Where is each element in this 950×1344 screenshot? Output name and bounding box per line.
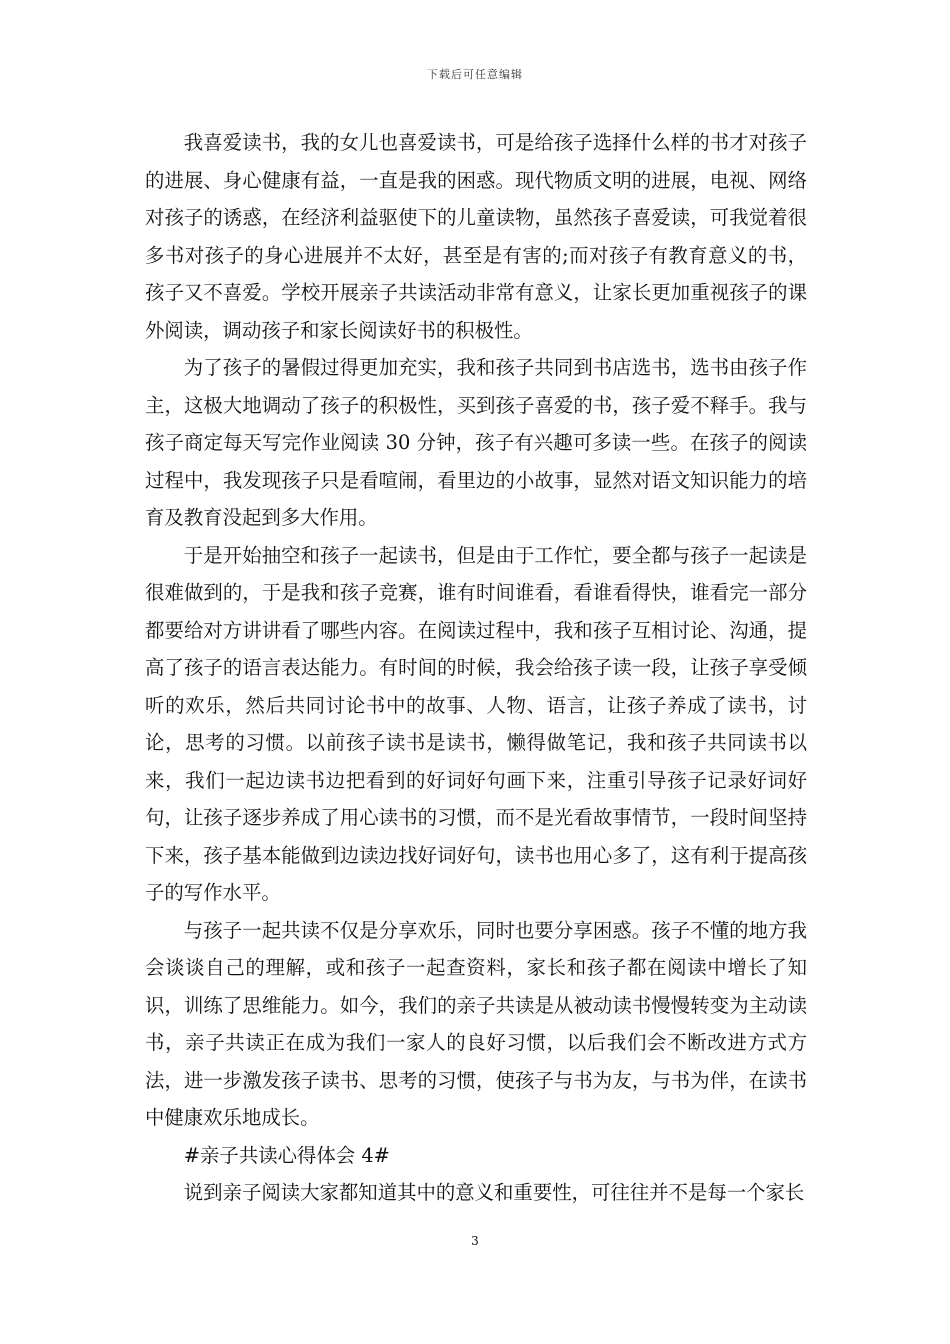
section-heading: #亲子共读心得体会 4# (183, 1143, 390, 1167)
document-body (145, 124, 807, 1212)
paragraph-3: 于是开始抽空和孩子一起读书，但是由于工作忙，要全都与孩子一起读是很难做到的，于是我和孩子竞赛，谁有时间谁看，看谁看得快，谁看完一部分都要给对方讲讲看了哪些内容。在阅读过程中，我和孩子互相讨论、沟通，提高了孩子的语言表达能力。有时间的时候，我会给孩子读一段，让孩子享受倾听的欢乐，然后共同讨论书中的故事、人物、语言，让孩子养成了读书，讨论，思考的习惯。以前孩子读书是读书，懒得做笔记，我和孩子共同读书以来，我们一起边读书边把看到的好词好句画下来，注重引导孩子记录好词好句，让孩子逐步养成了用心读书的习惯，而不是光看故事情节，一段时间坚持下来，孩子基本能做到边读边找好词好句，读书也用心多了，这有利于提高孩子的写作水平。 (145, 543, 807, 904)
page-number: 3 (471, 1234, 479, 1248)
paragraph-1: 我喜爱读书，我的女儿也喜爱读书，可是给孩子选择什么样的书才对孩子的进展、身心健康有益，一直是我的困惑。现代物质文明的进展，电视、网络对孩子的诱惑，在经济利益驱使下的儿童读物，虽然孩子喜爱读，可我觉着很多书对孩子的身心进展并不太好，甚至是有害的;而对孩子有教育意义的书，孩子又不喜爱。学校开展亲子共读活动非常有意义，让家长更加重视孩子的课外阅读，调动孩子和家长阅读好书的积极性。 (145, 131, 807, 342)
paragraph-5: 说到亲子阅读大家都知道其中的意义和重要性，可往往并不是每一个家长 (183, 1181, 805, 1204)
paragraph-4: 与孩子一起共读不仅是分享欢乐，同时也要分享困惑。孩子不懂的地方我会谈谈自己的理解，或和孩子一起查资料，家长和孩子都在阅读中增长了知识，训练了思维能力。如今，我们的亲子共读是从被动读书慢慢转变为主动读书，亲子共读正在成为我们一家人的良好习惯，以后我们会不断改进方式方法，进一步激发孩子读书、思考的习惯，使孩子与书为友，与书为伴，在读书中健康欢乐地成长。 (145, 918, 807, 1129)
paragraph-2: 为了孩子的暑假过得更加充实，我和孩子共同到书店选书，选书由孩子作主，这极大地调动了孩子的积极性，买到孩子喜爱的书，孩子爱不释手。我与孩子商定每天写完作业阅读 30 分钟，孩子有兴趣可多读一些。在孩子的阅读过程中，我发现孩子只是看喧闹，看里边的小故事，显然对语文知识能力的培育及教育没起到多大作用。 (145, 356, 807, 529)
page-header: 下载后可任意编辑 (427, 68, 523, 81)
